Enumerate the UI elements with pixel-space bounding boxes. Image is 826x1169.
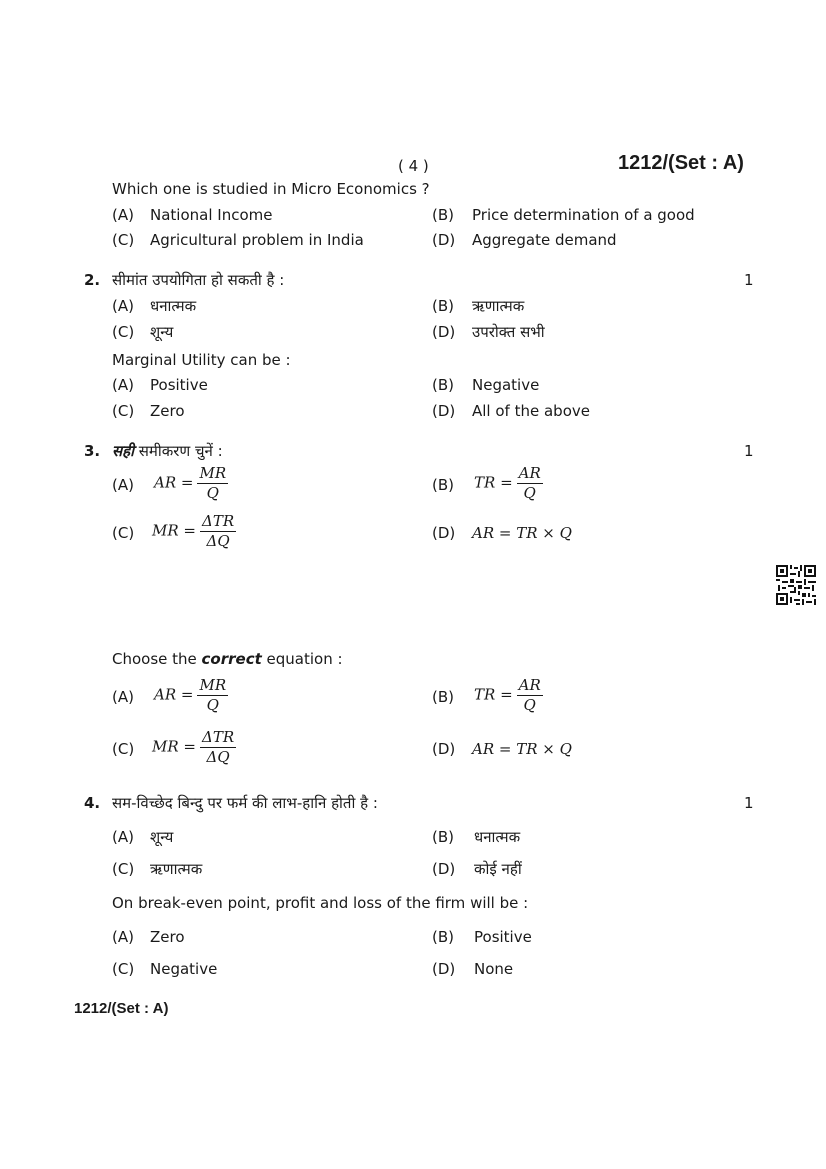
q3-en-opt-d-letter: (D): [432, 740, 456, 758]
q4-en-opt-c: Negative: [150, 960, 218, 978]
q4-hi-opt-a-letter: (A): [112, 828, 134, 846]
q1-en-stem: Which one is studied in Micro Economics ?: [112, 180, 430, 198]
eq-lhs: MR =: [152, 521, 196, 540]
q4-hi-opt-c: ऋणात्मक: [150, 860, 203, 878]
q2-en-opt-a: Positive: [150, 376, 208, 394]
fraction: [517, 676, 543, 715]
eq-lhs: TR =: [474, 685, 513, 704]
q2-hi-opt-d-letter: (D): [432, 323, 456, 341]
denominator: Q: [206, 696, 219, 714]
fraction: [517, 464, 543, 503]
page-number: ( 4 ): [398, 157, 429, 175]
q2-hi-opt-d: उपरोक्त सभी: [472, 323, 545, 341]
q4-en-opt-d: None: [474, 960, 514, 978]
q4-en-opt-d-letter: (D): [432, 960, 456, 978]
fraction: [197, 464, 228, 503]
numerator: ΔTR: [202, 728, 235, 746]
q3-hi-opt-d-eq: AR = TR × Q: [472, 524, 572, 542]
q2-hi-stem: सीमांत उपयोगिता हो सकती है :: [112, 271, 285, 289]
eq-lhs: MR =: [152, 737, 196, 756]
denominator: Q: [523, 484, 536, 502]
q2-hi-opt-c: शून्य: [150, 323, 174, 341]
q4-en-opt-c-letter: (C): [112, 960, 135, 978]
q3-en-opt-d-eq: AR = TR × Q: [472, 740, 572, 758]
q1-en-opt-d-letter: (D): [432, 231, 456, 249]
denominator: ΔQ: [206, 748, 230, 766]
q2-en-opt-d: All of the above: [472, 402, 590, 420]
q2-en-opt-c-letter: (C): [112, 402, 135, 420]
q3-hi-opt-a-letter: (A): [112, 476, 134, 494]
q1-en-opt-d: Aggregate demand: [472, 231, 617, 249]
q4-en-opt-b: Positive: [474, 928, 532, 946]
q3-hi-opt-b-letter: (B): [432, 476, 454, 494]
q3-hi-opt-a-eq: [154, 464, 228, 503]
q3-hi-stem-rest: समीकरण चुनें :: [134, 442, 223, 460]
q2-en-opt-d-letter: (D): [432, 402, 456, 420]
q3-marks: 1: [744, 442, 754, 460]
q3-hi-stem: [112, 441, 223, 461]
q4-en-stem: On break-even point, profit and loss of the firm will be :: [112, 894, 529, 912]
denominator: Q: [206, 484, 219, 502]
denominator: Q: [523, 696, 536, 714]
q3-en-stem-emphasis: correct: [201, 650, 262, 668]
eq-lhs: AR =: [154, 473, 194, 492]
q2-hi-opt-a-letter: (A): [112, 297, 134, 315]
eq-lhs: AR =: [154, 685, 194, 704]
q4-hi-stem: सम-विच्छेद बिन्दु पर फर्म की लाभ-हानि होती है :: [112, 794, 378, 812]
denominator: ΔQ: [206, 532, 230, 550]
q4-hi-opt-d: कोई नहीं: [474, 860, 522, 878]
paper-code-footer: 1212/(Set : A): [74, 1000, 169, 1017]
q2-en-opt-b-letter: (B): [432, 376, 454, 394]
q2-number: 2.: [84, 271, 101, 289]
numerator: MR: [199, 676, 227, 694]
q1-en-opt-b-letter: (B): [432, 206, 454, 224]
numerator: MR: [199, 464, 227, 482]
q3-en-stem-post: equation :: [261, 650, 343, 668]
q3-en-opt-c-eq: [152, 728, 236, 767]
numerator: AR: [518, 676, 541, 694]
q2-en-opt-a-letter: (A): [112, 376, 134, 394]
q2-en-stem: Marginal Utility can be :: [112, 351, 291, 369]
numerator: AR: [518, 464, 541, 482]
q3-hi-opt-c-eq: [152, 512, 236, 551]
q1-en-opt-c: Agricultural problem in India: [150, 231, 364, 249]
q2-marks: 1: [744, 271, 754, 289]
fraction: [200, 512, 236, 551]
q4-hi-opt-d-letter: (D): [432, 860, 456, 878]
q4-hi-opt-c-letter: (C): [112, 860, 135, 878]
q1-en-opt-c-letter: (C): [112, 231, 135, 249]
q3-hi-stem-emphasis: सही: [112, 442, 134, 460]
q3-en-opt-a-letter: (A): [112, 688, 134, 706]
q2-en-opt-b: Negative: [472, 376, 540, 394]
q3-en-opt-c-letter: (C): [112, 740, 135, 758]
q4-hi-opt-a: शून्य: [150, 828, 174, 846]
q4-en-opt-a: Zero: [150, 928, 185, 946]
q2-hi-opt-a: धनात्मक: [150, 297, 197, 315]
eq-lhs: TR =: [474, 473, 513, 492]
q4-en-opt-b-letter: (B): [432, 928, 454, 946]
q2-en-opt-c: Zero: [150, 402, 185, 420]
paper-code-header: 1212/(Set : A): [618, 152, 744, 174]
q3-en-opt-b-letter: (B): [432, 688, 454, 706]
q3-en-opt-a-eq: [154, 676, 228, 715]
q1-en-opt-a-letter: (A): [112, 206, 134, 224]
q3-hi-opt-b-eq: [474, 464, 543, 503]
q4-marks: 1: [744, 794, 754, 812]
qr-code: [776, 565, 816, 605]
fraction: [200, 728, 236, 767]
q3-hi-opt-d-letter: (D): [432, 524, 456, 542]
fraction: [197, 676, 228, 715]
q1-en-opt-a: National Income: [150, 206, 273, 224]
q3-en-opt-b-eq: [474, 676, 543, 715]
q2-hi-opt-b: ऋणात्मक: [472, 297, 525, 315]
q4-hi-opt-b-letter: (B): [432, 828, 454, 846]
q3-number: 3.: [84, 442, 101, 460]
q3-en-stem-pre: Choose the: [112, 650, 202, 668]
q4-number: 4.: [84, 794, 101, 812]
q3-en-stem: [112, 650, 343, 668]
q1-en-opt-b: Price determination of a good: [472, 206, 695, 224]
numerator: ΔTR: [202, 512, 235, 530]
q4-hi-opt-b: धनात्मक: [474, 828, 521, 846]
q2-hi-opt-b-letter: (B): [432, 297, 454, 315]
q4-en-opt-a-letter: (A): [112, 928, 134, 946]
q2-hi-opt-c-letter: (C): [112, 323, 135, 341]
q3-hi-opt-c-letter: (C): [112, 524, 135, 542]
